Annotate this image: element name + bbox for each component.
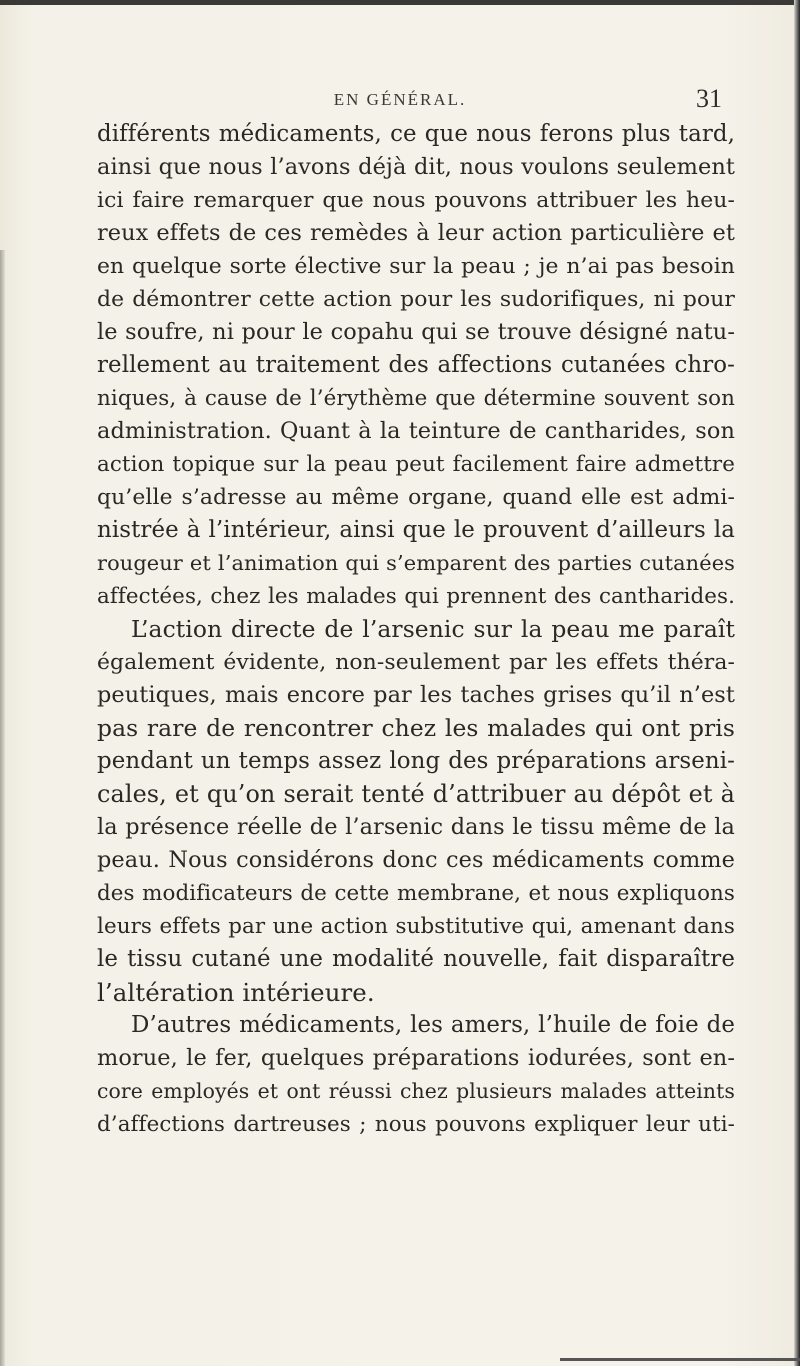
text-body	[97, 118, 735, 1141]
paragraph-end-line: l’altération intérieure.	[97, 978, 375, 1007]
page-number: 31	[696, 84, 722, 113]
text-line: pendant un temps assez long des préparations arseni-	[97, 748, 735, 774]
bottom-edge-shadow	[560, 1358, 800, 1361]
text-line: des modificateurs de cette membrane, et nous expliquons	[97, 881, 735, 906]
text-line: morue, le fer, quelques préparations iodurées, sont en-	[97, 1045, 735, 1071]
text-line: peutiques, mais encore par les taches grises qu’il n’est	[97, 682, 735, 708]
text-line: qu’elle s’adresse au même organe, quand elle est admi-	[97, 485, 735, 510]
text-line: différents médicaments, ce que nous ferons plus tard,	[97, 121, 735, 147]
text-line: en quelque sorte élective sur la peau ; je n’ai pas besoin	[97, 254, 735, 279]
text-line: de démontrer cette action pour les sudorifiques, ni pour	[97, 287, 735, 312]
text-line: pas rare de rencontrer chez les malades qui ont pris	[97, 714, 735, 742]
text-line: rellement au traitement des affections cutanées chro-	[97, 352, 735, 378]
text-line: également évidente, non-seulement par les effets théra-	[97, 650, 735, 675]
text-line: le soufre, ni pour le copahu qui se trouve désigné natu-	[97, 319, 735, 345]
text-line: niques, à cause de l’érythème que détermine souvent son	[97, 386, 735, 411]
running-title: EN GÉNÉRAL.	[333, 90, 467, 109]
paragraph-start-line: L’action directe de l’arsenic sur la peau me paraît	[131, 615, 735, 643]
text-line: ici faire remarquer que nous pouvons attribuer les heu-	[97, 188, 735, 213]
text-line: leurs effets par une action substitutive qui, amenant dans	[97, 914, 735, 939]
text-line: administration. Quant à la teinture de cantharides, son	[97, 418, 735, 444]
right-edge-shadow	[794, 0, 800, 1366]
running-head	[0, 84, 800, 120]
text-line: reux effets de ces remèdes à leur action particulière et	[97, 220, 735, 246]
top-edge-shadow	[0, 0, 800, 5]
left-edge-shadow	[0, 250, 5, 1366]
text-line: action topique sur la peau peut facilement faire admettre	[97, 452, 735, 477]
text-line: ainsi que nous l’avons déjà dit, nous voulons seulement	[97, 154, 735, 180]
text-line: rougeur et l’animation qui s’emparent des parties cutanées	[97, 551, 735, 575]
text-line: le tissu cutané une modalité nouvelle, fait disparaître	[97, 946, 735, 972]
text-line: affectées, chez les malades qui prennent des cantharides.	[97, 584, 735, 609]
text-line: nistrée à l’intérieur, ainsi que le prouvent d’ailleurs la	[97, 517, 735, 543]
text-line: d’affections dartreuses ; nous pouvons expliquer leur uti-	[97, 1112, 735, 1137]
text-line: peau. Nous considérons donc ces médicaments comme	[97, 847, 735, 873]
text-line: la présence réelle de l’arsenic dans le tissu même de la	[97, 814, 735, 840]
paragraph-start-line: D’autres médicaments, les amers, l’huile de foie de	[131, 1012, 735, 1038]
text-line: cales, et qu’on serait tenté d’attribuer au dépôt et à	[97, 780, 735, 808]
text-line: core employés et ont réussi chez plusieurs malades atteints	[97, 1079, 735, 1103]
